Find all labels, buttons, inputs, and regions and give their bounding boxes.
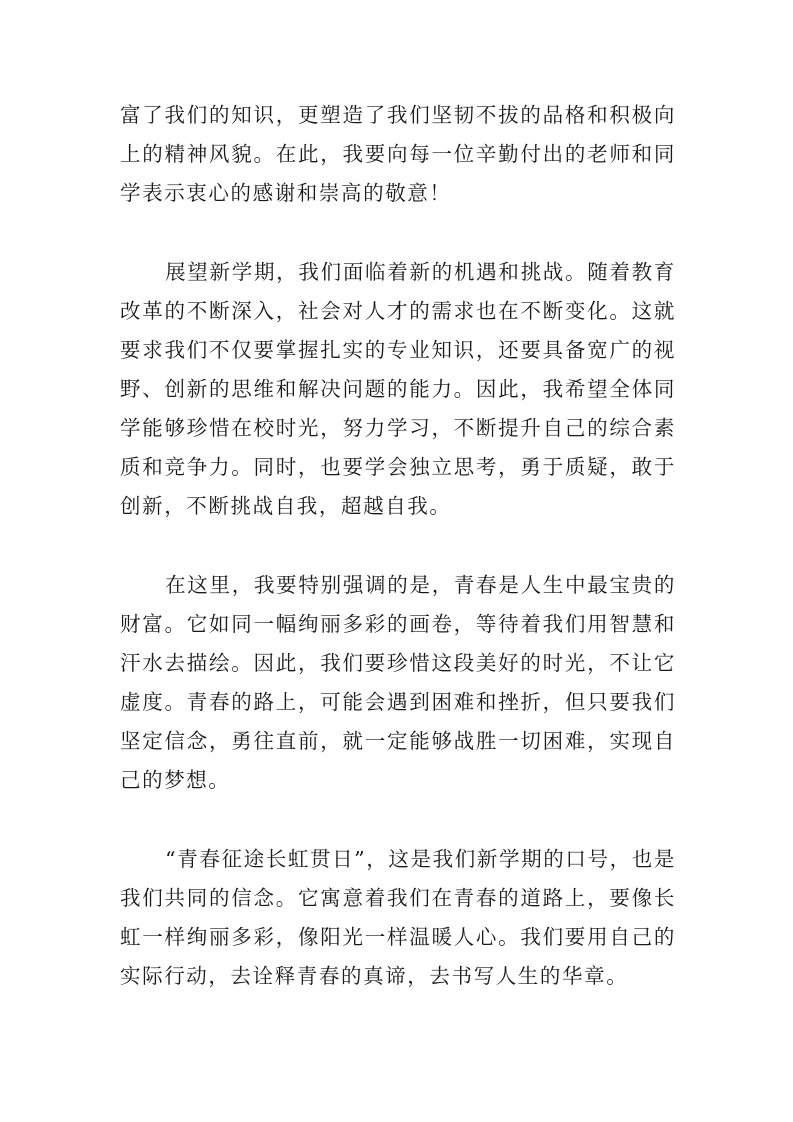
paragraph-4: “青春征途长虹贯日”，这是我们新学期的口号，也是我们共同的信念。它寓意着我们在青春的道路上，要像长虹一样绚丽多彩，像阳光一样温暖人心。我们要用自己的实际行动，去诠释青春的真谛，去书写人生的华章。 [120, 847, 676, 988]
paragraph-2: 展望新学期，我们面临着新的机遇和挑战。随着教育改革的不断深入，社会对人才的需求也在不断变化。这就要求我们不仅要掌握扎实的专业知识，还要具备宽广的视野、创新的思维和解决问题的能力。因此，我希望全体同学能够珍惜在校时光，努力学习，不断提升自己的综合素质和竞争力。同时，也要学会独立思考，勇于质疑，敢于创新，不断挑战自我，超越自我。 [120, 260, 676, 518]
paragraph-1: 富了我们的知识，更塑造了我们坚韧不拔的品格和积极向上的精神风貌。在此，我要向每一位辛勤付出的老师和同学表示衷心的感谢和崇高的敬意！ [120, 103, 676, 205]
paragraph-3: 在这里，我要特别强调的是，青春是人生中最宝贵的财富。它如同一幅绚丽多彩的画卷，等待着我们用智慧和汗水去描绘。因此，我们要珍惜这段美好的时光，不让它虚度。青春的路上，可能会遇到困难和挫折，但只要我们坚定信念，勇往直前，就一定能够战胜一切困难，实现自己的梦想。 [120, 573, 676, 792]
document-body [120, 96, 676, 996]
